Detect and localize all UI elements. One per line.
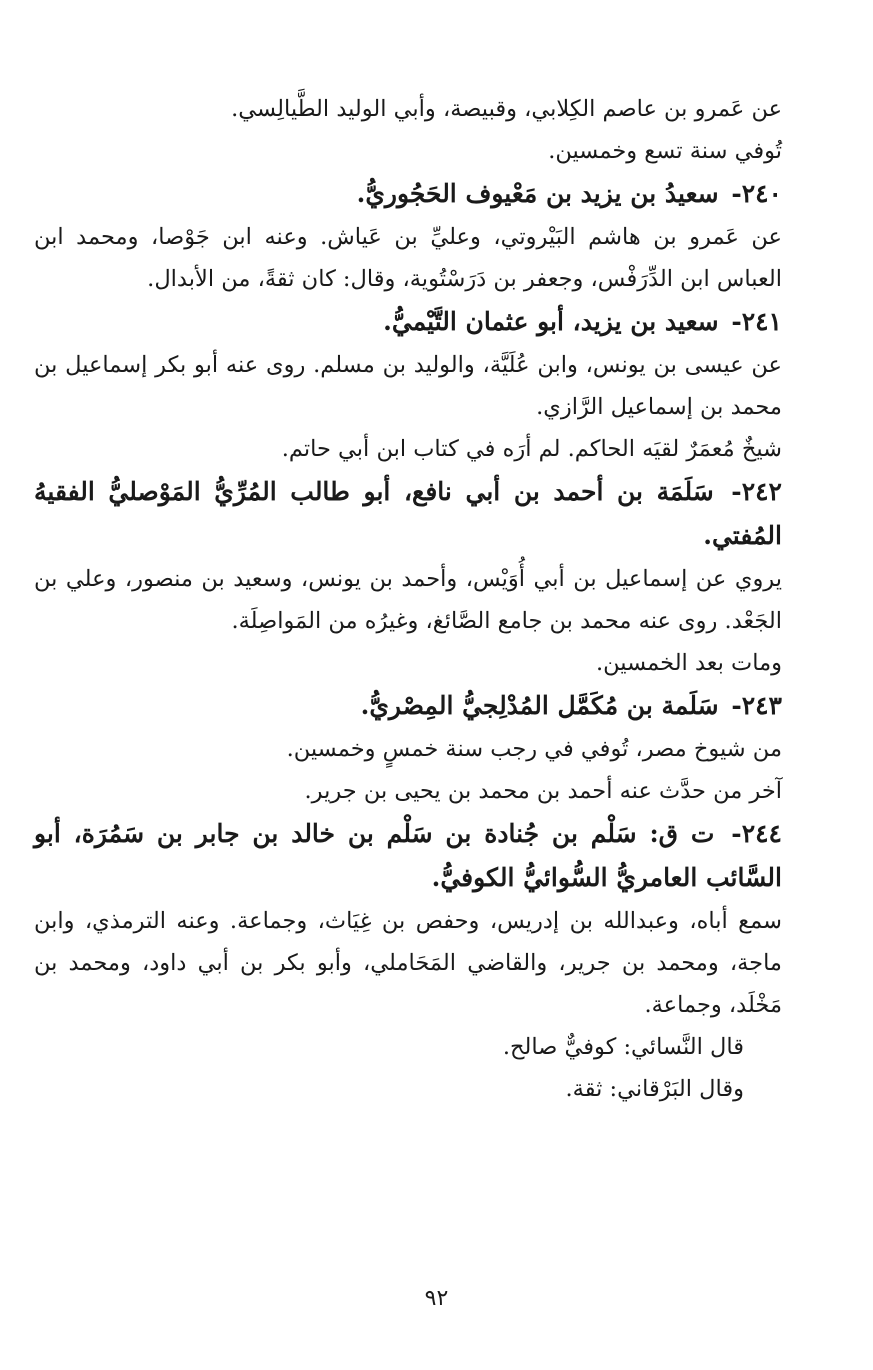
entry-paragraph: يروي عن إسماعيل بن أبي أُوَيْس، وأحمد بن يونس، وسعيد بن منصور، وعلي بن الجَعْد. روى عنه محمد بن جامع الصَّائغ، وغيرُه من المَواصِلَة. <box>34 566 782 634</box>
entry-heading <box>34 684 844 728</box>
entry-number: ٢٤٠- <box>731 179 782 208</box>
page-number: ٩٢ <box>424 1286 449 1311</box>
entry-paragraph: سمع أباه، وعبدالله بن إدريس، وحفص بن غِيَاث، وجماعة. وعنه الترمذي، وابن ماجة، ومحمد بن جرير، والقاضي المَحَاملي، وأبو بكر بن أبي داود، ومحمد بن مَخْلَد، وجماعة. <box>34 908 782 1018</box>
entry-heading <box>34 470 844 558</box>
entry-heading <box>34 172 844 216</box>
continuation-line: عن عَمرو بن عاصم الكِلابي، وقبيصة، وأبي الوليد الطَّيالِسي. <box>231 96 782 122</box>
entry-number: ٢٤١- <box>731 307 782 336</box>
entry-paragraph: عن عَمرو بن هاشم البَيْروتي، وعليِّ بن عَياش. وعنه ابن جَوْصا، ومحمد ابن العباس ابن الدِّرَفْس، وجعفر بن دَرَسْتُوية، وقال: كان ثقةً، من الأبدال. <box>34 224 782 292</box>
entry-name: ت ق: سَلْم بن جُنادة بن سَلْم بن خالد بن جابر بن سَمُرَة، أبو السَّائب العامريُّ السُّوائيُّ الكوفيُّ. <box>34 819 782 892</box>
entry-heading <box>34 812 844 900</box>
entry-number: ٢٤٢- <box>731 477 782 506</box>
entry-paragraph: ومات بعد الخمسين. <box>596 650 782 676</box>
entry-number: ٢٤٣- <box>731 691 782 720</box>
entry-paragraph: آخر من حدَّث عنه أحمد بن محمد بن يحيى بن جرير. <box>304 778 782 804</box>
entry-name: سَلَمَة بن أحمد بن أبي نافع، أبو طالب المُرِّيُّ المَوْصليُّ الفقيهُ المُفتي. <box>34 477 782 550</box>
entry-paragraph: من شيوخ مصر، تُوفي في رجب سنة خمسٍ وخمسين. <box>286 736 782 762</box>
entry-paragraph: قال النَّسائي: كوفيٌّ صالح. <box>502 1034 744 1060</box>
document-page <box>34 88 844 1110</box>
entry-name: سعيد بن يزيد، أبو عثمان التَّيْميُّ. <box>383 307 719 336</box>
entry-heading <box>34 300 844 344</box>
entry-paragraph: وقال البَرْقاني: ثقة. <box>565 1076 744 1102</box>
entry-number: ٢٤٤- <box>731 819 782 848</box>
entry-paragraph: عن عيسى بن يونس، وابن عُلَيَّة، والوليد بن مسلم. روى عنه أبو بكر إسماعيل بن محمد بن إسماعيل الرَّازي. <box>34 352 782 420</box>
entry-name: سَلَمة بن مُكَمَّل المُدْلِجيُّ المِصْريُّ. <box>360 691 719 720</box>
continuation-line: تُوفي سنة تسع وخمسين. <box>548 138 782 164</box>
entry-paragraph: شيخٌ مُعمَرٌ لقيَه الحاكم. لم أرَه في كتاب ابن أبي حاتم. <box>281 436 782 462</box>
entry-name: سعيدُ بن يزيد بن مَعْيوف الحَجُوريُّ. <box>356 179 719 208</box>
